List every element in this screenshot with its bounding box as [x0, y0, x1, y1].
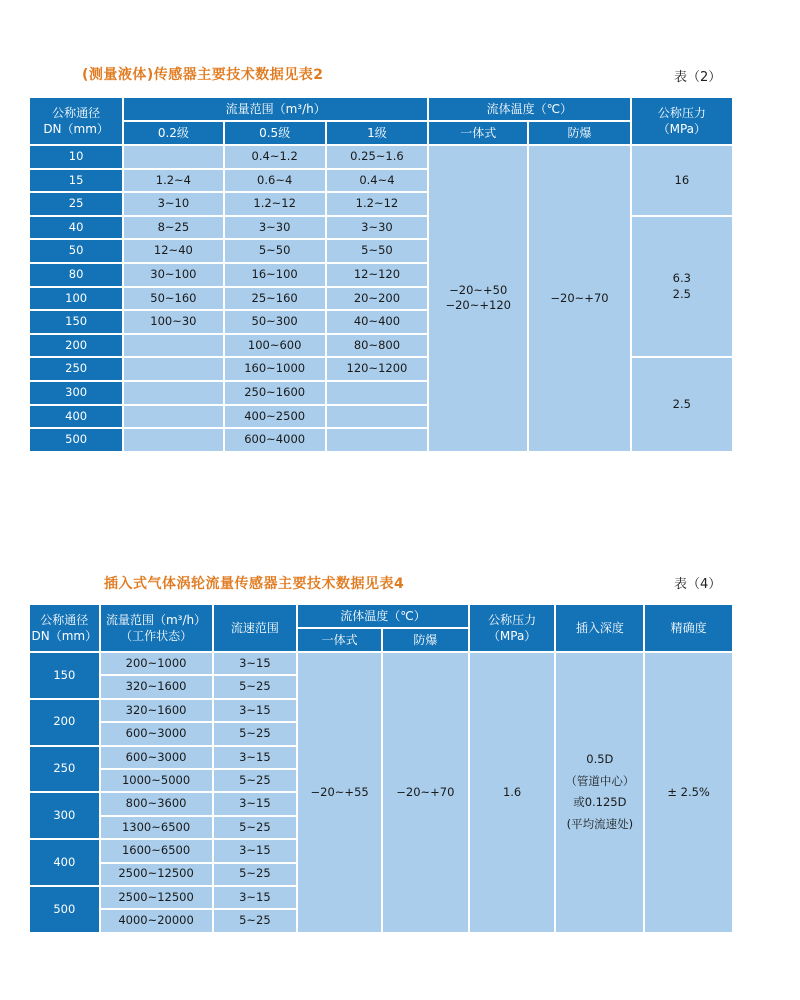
t4-velocity-cell: 3~15 — [214, 747, 297, 768]
t4-flow-cell: 4000~20000 — [101, 910, 212, 931]
t2-grade-05-cell: 5~50 — [225, 240, 325, 262]
t2-pressure-cell-c: 2.5 — [632, 358, 732, 450]
table2 — [28, 96, 734, 453]
t2-grade-05-cell: 1.2~12 — [225, 193, 325, 215]
t2-grade-1-cell — [327, 382, 427, 404]
t2-grade-02-cell — [124, 358, 222, 380]
t2-grade-02-cell: 8~25 — [124, 217, 222, 239]
t4-velocity-cell: 3~15 — [214, 887, 297, 908]
table4-tag: 表（4） — [674, 577, 722, 592]
t2-grade-05-cell: 0.6~4 — [225, 170, 325, 192]
t4-flow-cell: 1300~6500 — [101, 817, 212, 838]
t2-header-integral: 一体式 — [429, 122, 527, 144]
t2-grade-1-cell: 5~50 — [327, 240, 427, 262]
t2-grade-05-cell: 100~600 — [225, 335, 325, 357]
t2-pressure-cell-b: 6.3 2.5 — [632, 217, 732, 357]
t2-dn-cell: 250 — [30, 358, 122, 380]
t4-dn-cell: 250 — [30, 747, 99, 792]
t4-flow-cell: 800~3600 — [101, 793, 212, 814]
t2-grade-1-cell — [327, 406, 427, 428]
t4-flow-cell: 600~3000 — [101, 747, 212, 768]
t2-dn-cell: 10 — [30, 146, 122, 168]
t2-grade-05-cell: 25~160 — [225, 288, 325, 310]
t4-flow-cell: 320~1600 — [101, 676, 212, 697]
table4 — [28, 603, 734, 934]
t2-grade-1-cell: 120~1200 — [327, 358, 427, 380]
t2-dn-cell: 300 — [30, 382, 122, 404]
t2-header-flow: 流量范围（m³/h） — [124, 98, 427, 120]
t2-grade-1-cell: 12~120 — [327, 264, 427, 286]
t2-grade-02-cell: 100~30 — [124, 311, 222, 333]
t2-header-temp: 流体温度（℃） — [429, 98, 630, 120]
t2-grade-1-cell — [327, 429, 427, 451]
t4-flow-cell: 200~1000 — [101, 653, 212, 674]
t2-grade-02-cell — [124, 429, 222, 451]
t4-pressure-cell: 1.6 — [470, 653, 555, 932]
t2-dn-cell: 40 — [30, 217, 122, 239]
t4-velocity-cell: 5~25 — [214, 817, 297, 838]
t4-velocity-cell: 3~15 — [214, 653, 297, 674]
t2-grade-02-cell: 50~160 — [124, 288, 222, 310]
t2-grade-05-cell: 16~100 — [225, 264, 325, 286]
t2-grade-05-cell: 3~30 — [225, 217, 325, 239]
t2-dn-cell: 80 — [30, 264, 122, 286]
t4-flow-cell: 2500~12500 — [101, 887, 212, 908]
t2-grade-05-cell: 400~2500 — [225, 406, 325, 428]
t4-header-accuracy: 精确度 — [645, 605, 732, 651]
t2-grade-1-cell: 80~800 — [327, 335, 427, 357]
t2-grade-1-cell: 3~30 — [327, 217, 427, 239]
t2-grade-1-cell: 40~400 — [327, 311, 427, 333]
t2-grade-02-cell — [124, 146, 222, 168]
t4-velocity-cell: 5~25 — [214, 864, 297, 885]
t2-header-dn: 公称通径 DN（mm） — [30, 98, 122, 144]
t2-header-grade-05: 0.5级 — [225, 122, 325, 144]
t2-dn-cell: 500 — [30, 429, 122, 451]
t4-temp-explosion-cell: −20~+70 — [383, 653, 468, 932]
t2-dn-cell: 15 — [30, 170, 122, 192]
t4-accuracy-cell: ± 2.5% — [645, 653, 732, 932]
t4-velocity-cell: 3~15 — [214, 700, 297, 721]
t2-grade-1-cell: 0.25~1.6 — [327, 146, 427, 168]
t4-temp-integral-cell: −20~+55 — [298, 653, 381, 932]
t4-dn-cell: 400 — [30, 840, 99, 885]
t2-temp-explosion-cell: −20~+70 — [529, 146, 629, 451]
t4-header-depth: 插入深度 — [556, 605, 643, 651]
t4-velocity-cell: 5~25 — [214, 770, 297, 791]
t4-header-explosion: 防爆 — [383, 629, 468, 651]
t4-header-integral: 一体式 — [298, 629, 381, 651]
t2-dn-cell: 50 — [30, 240, 122, 262]
t4-flow-cell: 1000~5000 — [101, 770, 212, 791]
t4-header-velocity: 流速范围 — [214, 605, 297, 651]
t2-grade-1-cell: 0.4~4 — [327, 170, 427, 192]
t4-dn-cell: 150 — [30, 653, 99, 698]
t4-header-temp: 流体温度（℃） — [298, 605, 467, 627]
t2-grade-02-cell: 30~100 — [124, 264, 222, 286]
t4-flow-cell: 1600~6500 — [101, 840, 212, 861]
t4-velocity-cell: 5~25 — [214, 723, 297, 744]
t2-grade-02-cell: 3~10 — [124, 193, 222, 215]
t4-flow-cell: 600~3000 — [101, 723, 212, 744]
t4-velocity-cell: 5~25 — [214, 910, 297, 931]
t2-grade-05-cell: 50~300 — [225, 311, 325, 333]
table4-title: 插入式气体涡轮流量传感器主要技术数据见表4 — [104, 576, 405, 592]
t2-dn-cell: 400 — [30, 406, 122, 428]
t2-grade-05-cell: 600~4000 — [225, 429, 325, 451]
t2-dn-cell: 25 — [30, 193, 122, 215]
table-row — [30, 146, 732, 168]
t2-temp-integral-cell: −20~+50 −20~+120 — [429, 146, 527, 451]
t2-grade-02-cell: 12~40 — [124, 240, 222, 262]
t2-pressure-cell-a: 16 — [632, 146, 732, 215]
t2-dn-cell: 200 — [30, 335, 122, 357]
t2-grade-1-cell: 20~200 — [327, 288, 427, 310]
t4-header-flow: 流量范围（m³/h） （工作状态） — [101, 605, 212, 651]
t4-header-pressure: 公称压力 （MPa） — [470, 605, 555, 651]
table-row — [30, 653, 732, 674]
t2-grade-1-cell: 1.2~12 — [327, 193, 427, 215]
t2-header-pressure: 公称压力 （MPa） — [632, 98, 732, 144]
t4-dn-cell: 200 — [30, 700, 99, 745]
t4-flow-cell: 320~1600 — [101, 700, 212, 721]
table2-title: (测量液体)传感器主要技术数据见表2 — [82, 67, 324, 83]
t4-velocity-cell: 5~25 — [214, 676, 297, 697]
t2-grade-02-cell: 1.2~4 — [124, 170, 222, 192]
t2-grade-02-cell — [124, 335, 222, 357]
t4-depth-cell: 0.5D （管道中心） 或0.125D (平均流速处) — [556, 653, 643, 932]
t4-dn-cell: 300 — [30, 793, 99, 838]
t4-flow-cell: 2500~12500 — [101, 864, 212, 885]
t2-dn-cell: 100 — [30, 288, 122, 310]
t2-dn-cell: 150 — [30, 311, 122, 333]
table2-tag: 表（2） — [674, 70, 722, 85]
t2-grade-05-cell: 0.4~1.2 — [225, 146, 325, 168]
t4-header-dn: 公称通径 DN（mm） — [30, 605, 99, 651]
t2-header-explosion: 防爆 — [529, 122, 629, 144]
t2-header-grade-1: 1级 — [327, 122, 427, 144]
t2-grade-05-cell: 250~1600 — [225, 382, 325, 404]
t4-velocity-cell: 3~15 — [214, 840, 297, 861]
t2-grade-05-cell: 160~1000 — [225, 358, 325, 380]
t2-grade-02-cell — [124, 382, 222, 404]
t4-velocity-cell: 3~15 — [214, 793, 297, 814]
t4-dn-cell: 500 — [30, 887, 99, 932]
t2-header-grade-02: 0.2级 — [124, 122, 222, 144]
t2-grade-02-cell — [124, 406, 222, 428]
